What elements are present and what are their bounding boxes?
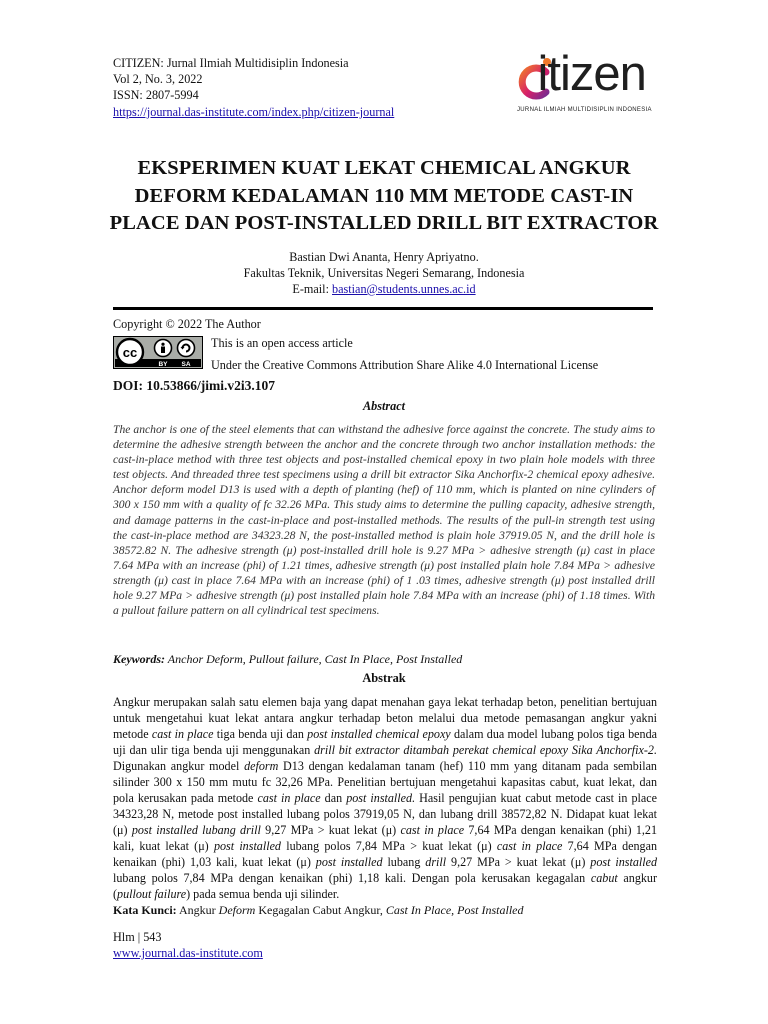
journal-url-link[interactable]: https://journal.das-institute.com/index.php/citizen-journal [113,104,395,119]
author-email-link[interactable]: bastian@students.unnes.ac.id [332,282,476,296]
keywords-text: Anchor Deform, Pullout failure, Cast In Place, Post Installed [165,652,463,666]
title-line-3: PLACE DAN POST-INSTALLED DRILL BIT EXTRACTOR [109,212,659,234]
badge-by-text: BY [158,361,168,368]
article-title [100,155,668,238]
header-divider [113,307,653,310]
page-number: Hlm | 543 [113,930,162,944]
author-affiliation: Fakultas Teknik, Universitas Negeri Semarang, Indonesia [243,266,525,280]
doi: DOI: 10.53866/jimi.v2i3.107 [113,378,275,393]
cc-license-icon [114,337,202,368]
keywords-line [113,652,462,667]
journal-header [113,55,394,120]
svg-text:cc: cc [122,345,138,360]
logo-tagline: JURNAL ILMIAH MULTIDISIPLIN INDONESIA [517,107,652,113]
abstract-heading: Abstract [363,399,405,413]
keywords-label: Keywords: [113,652,165,666]
title-line-2: DEFORM KEDALAMAN 110 MM METODE CAST-IN [134,184,634,207]
logo-wordmark: itizen [537,47,646,101]
journal-volume: Vol 2, No. 3, 2022 [113,72,203,87]
cc-license-text: Under the Creative Commons Attribution Share Alike 4.0 International License [211,358,599,372]
abstrak-heading: Abstrak [362,671,406,685]
email-label: E-mail: [292,282,333,296]
abstrak-text: Angkur merupakan salah satu elemen baja yang dapat menahan gaya lekat terhadap beton, penelitian bertujuan untuk mengetahui kuat lekat antara angkur terhadap beton melalui dua metode pemasangan angkur yakni metode cast in place tiga benda uji dan post installed chemical epoxy dalam dua model lubang polos tiga benda uji dan ulir tiga benda uji menggunakan drill bit extractor ditambah perekat chemical epoxy Sika Anchorfix-2. Digunakan angkur model deform D13 dengan kedalaman tanam (hef) 110 mm yang ditanam pada sembilan silinder 300 x 150 mm mutu fc 32,26 MPa. Penelitian bertujuan mengetahui kapasitas cabut, kuat lekat, dan pola kerusakan pada metode cast in place dan post installed. Hasil pengujian kuat cabut metode cast in place 34323,28 N, metode post installed lubang polos 37919,05 N, dan lubang drill 38572,82 N. Didapat kuat lekat (μ) post installed lubang drill 9,27 MPa > kuat lekat (μ) cast in place 7,64 MPa dengan kenaikan (phi) 1,21 kali, kuat lekat (μ) post installed lubang polos 7,84 MPa > kuat lekat (μ) cast in place 7,64 MPa dengan kenaikan (phi) 1,03 kali, kuat lekat (μ) post installed lubang drill 9,27 MPa > kuat lekat (μ) post installed lubang polos 7,84 MPa dengan kenaikan (phi) 1,18 kali. Dengan pola kerusakan kegagalan cabut angkur (pullout failure) pada semua benda uji silinder. [113,695,658,901]
abstract-text: The anchor is one of the steel elements that can withstand the adhesive force against the concrete. The study aims to determine the adhesive strength between the anchor and the concrete through two anchor installation methods: the cast-in-place method with three test objects and post-installed chemical epoxy in two plain hole models with three test objects. And threaded three test specimens using a drill bit extractor Sika Anchorfix-2 chemical epoxy adhesive. Anchor deform model D13 is used with a depth of planting (hef) of 110 mm, which is planted on nine cylinders of 300 x 150 mm with a quality of fc 32.26 MPa. This study aims to determine the pulling capacity, adhesive strength, and damage patterns in the cast-in-place and post-installed methods. The results of the pull-in strength test using the cast-in-place method are 34323.28 N, the post-installed method is plain hole 37919.05 N, and the drill hole is 38572.82 N. The adhesive strength (μ) post-installed drill hole is 9.27 MPa > adhesive strength (μ) cast in place 7.64 MPa with an increase (phi) of 1.21 times, adhesive strength (μ) post installed plain hole 7.84 MPa > adhesive strength (μ) cast in place 7.64 MPa with an increase (phi) of 1 .03 times, adhesive strength (μ) post installed drill hole 9.27 MPa > adhesive strength (μ) post installed plain hole 7.84 MPa with an increase (phi) of 1.18 times. With a pullout failure pattern on all cylindrical test specimens. [113,423,655,618]
badge-sa-text: SA [181,361,191,368]
title-line-1: EKSPERIMEN KUAT LEKAT CHEMICAL ANGKUR [137,157,631,179]
author-block [100,249,668,297]
author-email-line [100,281,668,297]
kata-kunci-line: Kata Kunci: Angkur Deform Kegagalan Cabut Angkur, Cast In Place, Post Installed [113,903,524,917]
citizen-logo [514,47,674,120]
cc-by-sa-badge[interactable] [113,336,203,369]
kata-kunci-label: Kata Kunci: [113,903,177,917]
footer-url-link[interactable]: www.journal.das-institute.com [113,946,263,960]
copyright-notice: Copyright © 2022 The Author [113,317,261,331]
journal-name: CITIZEN: Jurnal Ilmiah Multidisiplin Indonesia [113,56,349,70]
open-access-note: This is an open access article [211,336,353,350]
author-names: Bastian Dwi Ananta, Henry Apriyatno. [289,250,479,264]
journal-issn: ISSN: 2807-5994 [113,88,199,103]
